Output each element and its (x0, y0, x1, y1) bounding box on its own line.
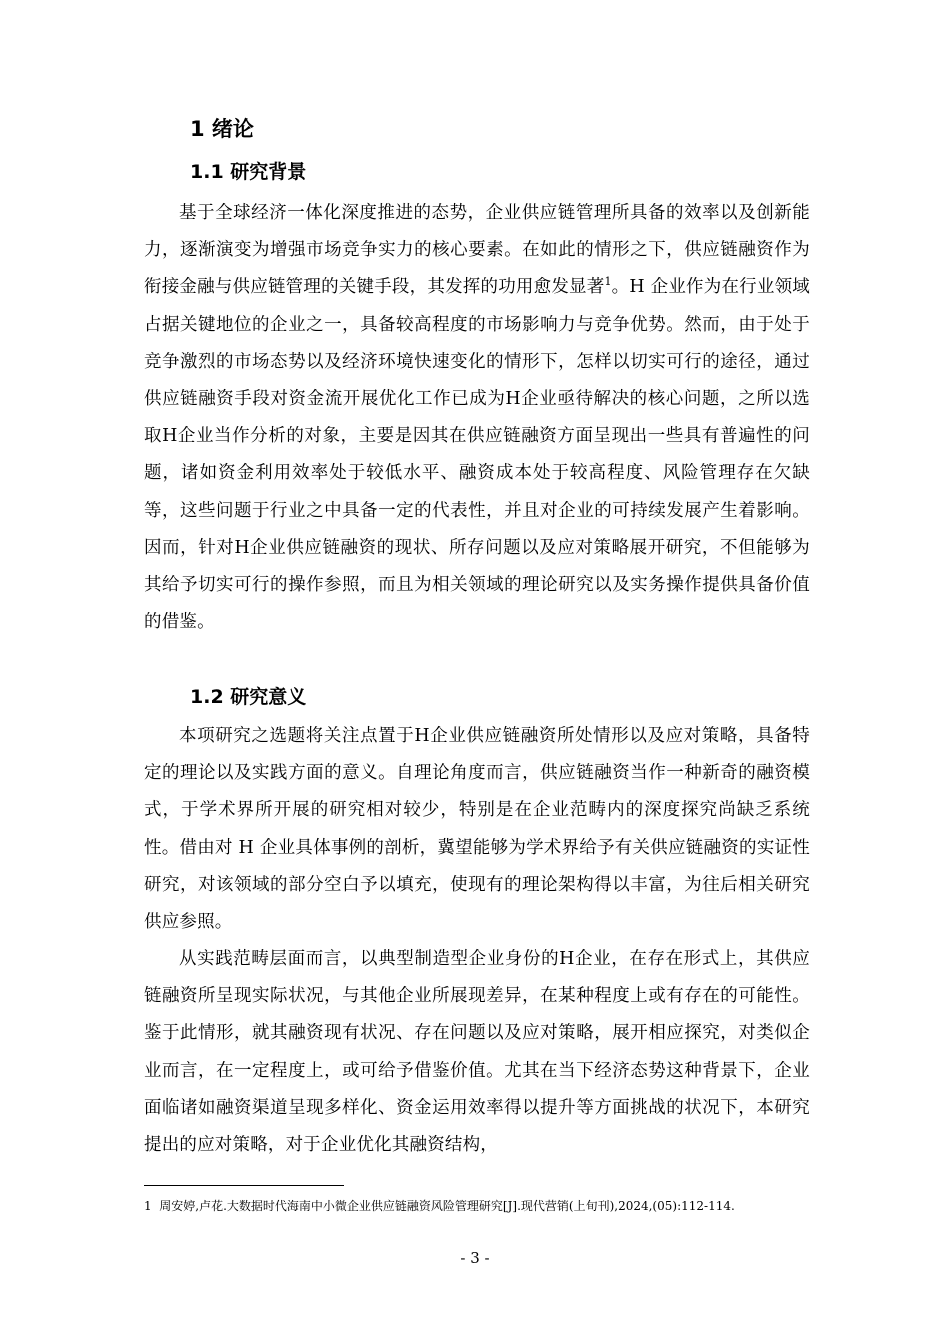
footnote-reference[interactable]: 1 (604, 275, 612, 289)
background-paragraph (144, 195, 810, 641)
section-heading-background: 1.1 研究背景 (190, 161, 307, 183)
footnote-text: 周安婷,卢花.大数据时代海南中小微企业供应链融资风险管理研究[J].现代营销(上旬刊),2024,(05):112-114. (159, 1199, 735, 1213)
background-text-start: 基于全球经济一体化深度推进的态势，企业供应链管理所具备的效率以及创新能力，逐渐演变为增强市场竞争实力的核心要素。在如此的情形之下，供应链融资作为衔接金融与供应链管理的关键手段，其发挥的功用愈发显著 (144, 203, 810, 298)
section-heading-significance: 1.2 研究意义 (190, 686, 307, 708)
page-number: - 3 - (460, 1249, 490, 1267)
background-text-end: 。H 企业作为在行业领域占据关键地位的企业之一，具备较高程度的市场影响力与竞争优势。然而，由于处于竞争激烈的市场态势以及经济环境快速变化的情形下，怎样以切实可行的途径，通过供应链融资手段对资金流开展优化工作已成为H企业亟待解决的核心问题，之所以选取H企业当作分析的对象，主要是因其在供应链融资方面呈现出一些具有普遍性的问题，诸如资金利用效率处于较低水平、融资成本处于较高程度、风险管理存在欠缺等，这些问题于行业之中具备一定的代表性，并且对企业的可持续发展产生着影响。因而，针对H企业供应链融资的现状、所存问题以及应对策略展开研究，不但能够为其给予切实可行的操作参照，而且为相关领域的理论研究以及实务操作提供具备价值的借鉴。 (144, 277, 810, 633)
significance-paragraph-theory: 本项研究之选题将关注点置于H企业供应链融资所处情形以及应对策略，具备特定的理论以及实践方面的意义。自理论角度而言，供应链融资当作一种新奇的融资模式，于学术界所开展的研究相对较少，特别是在企业范畴内的深度探究尚缺乏系统性。借由对 H 企业具体事例的剖析，冀望能够为学术界给予有关供应链融资的实证性研究，对该领域的部分空白予以填充，使现有的理论架构得以丰富，为往后相关研究供应参照。 (144, 726, 810, 933)
significance-paragraph-practice: 从实践范畴层面而言，以典型制造型企业身份的H企业，在存在形式上，其供应链融资所呈现实际状况，与其他企业所展现差异，在某种程度上或有存在的可能性。鉴于此情形，就其融资现有状况、存在问题以及应对策略，展开相应探究，对类似企业而言，在一定程度上，或可给予借鉴价值。尤其在当下经济态势这种背景下，企业面临诸如融资渠道呈现多样化、资金运用效率得以提升等方面挑战的状况下，本研究提出的应对策略，对于企业优化其融资结构， (144, 949, 810, 1156)
footnote-divider (144, 1185, 344, 1186)
chapter-title: 1 绪论 (190, 117, 254, 141)
footnote (144, 1197, 804, 1215)
footnote-number: 1 (144, 1199, 152, 1213)
